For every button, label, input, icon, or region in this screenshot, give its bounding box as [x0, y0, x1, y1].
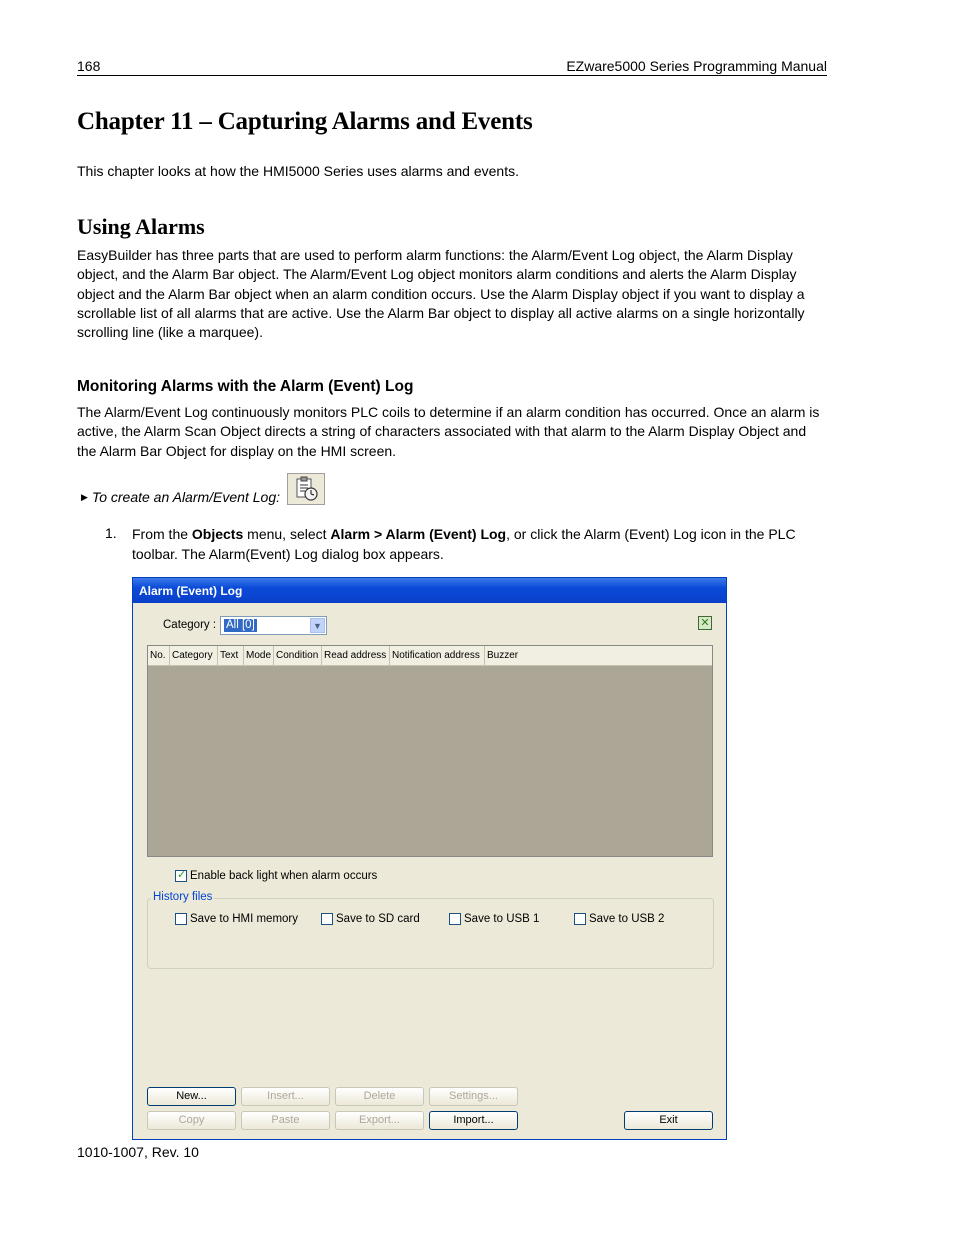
- insert-button[interactable]: Insert...: [241, 1087, 330, 1106]
- footer-doc-number: 1010-1007, Rev. 10: [77, 1144, 199, 1160]
- column-header[interactable]: Mode: [244, 646, 274, 666]
- settings-button[interactable]: Settings...: [429, 1087, 518, 1106]
- checkbox-checked-icon[interactable]: [175, 870, 187, 882]
- column-header[interactable]: Buzzer: [487, 650, 519, 661]
- table-header: [148, 646, 712, 666]
- column-header[interactable]: Read address: [322, 646, 390, 666]
- checkbox-icon[interactable]: [175, 913, 187, 925]
- header-rule: [77, 75, 827, 76]
- save-hmi-memory-checkbox[interactable]: Save to HMI memory: [175, 913, 298, 925]
- procedure-heading: [81, 489, 280, 505]
- excel-export-icon[interactable]: ✕: [698, 616, 712, 630]
- category-value: All [0]: [226, 619, 255, 631]
- save-sd-card-checkbox[interactable]: Save to SD card: [321, 913, 420, 925]
- paste-button[interactable]: Paste: [241, 1111, 330, 1130]
- chapter-title: Chapter 11 – Capturing Alarms and Events: [77, 108, 533, 135]
- copy-button[interactable]: Copy: [147, 1111, 236, 1130]
- step-number: 1.: [105, 525, 117, 541]
- triangle-bullet-icon: ▶: [81, 491, 88, 502]
- subsection-title: Monitoring Alarms with the Alarm (Event) Log: [77, 378, 414, 395]
- checkbox-icon[interactable]: [449, 913, 461, 925]
- alarm-event-log-dialog: [132, 577, 727, 1140]
- chevron-down-icon[interactable]: ▼: [310, 618, 325, 633]
- dialog-title-bar: Alarm (Event) Log: [133, 578, 726, 603]
- save-usb2-checkbox[interactable]: Save to USB 2: [574, 913, 664, 925]
- page-number: 168: [77, 58, 101, 74]
- checkbox-icon[interactable]: [321, 913, 333, 925]
- delete-button[interactable]: Delete: [335, 1087, 424, 1106]
- backlight-checkbox[interactable]: ✓ Enable back light when alarm occurs: [175, 870, 377, 882]
- new-button[interactable]: New...: [147, 1087, 236, 1106]
- column-header[interactable]: No.: [148, 646, 170, 666]
- step-text: From the Objects menu, select Alarm > Alarm (Event) Log, or click the Alarm (Event) Log icon in the PLC toolbar. The Alarm(Event) Log dialog box appears.: [132, 526, 796, 562]
- exit-button[interactable]: Exit: [624, 1111, 713, 1130]
- alarm-table[interactable]: [147, 645, 713, 857]
- column-header[interactable]: Text: [218, 646, 244, 666]
- checkbox-icon[interactable]: [574, 913, 586, 925]
- intro-text: This chapter looks at how the HMI5000 Series uses alarms and events.: [77, 163, 519, 179]
- import-button[interactable]: Import...: [429, 1111, 518, 1130]
- column-header[interactable]: Category: [170, 646, 218, 666]
- history-files-label: History files: [153, 891, 213, 903]
- export-button[interactable]: Export...: [335, 1111, 424, 1130]
- history-files-group: [147, 898, 714, 969]
- save-usb1-checkbox[interactable]: Save to USB 1: [449, 913, 539, 925]
- alarm-event-log-icon: [287, 473, 325, 505]
- section-title: Using Alarms: [77, 214, 205, 239]
- column-header[interactable]: Condition: [274, 646, 322, 666]
- procedure-text: To create an Alarm/Event Log:: [91, 489, 280, 505]
- column-header[interactable]: Notification address: [390, 646, 485, 666]
- manual-title: EZware5000 Series Programming Manual: [566, 58, 827, 74]
- section-paragraph: EasyBuilder has three parts that are used to perform alarm functions: the Alarm/Event Log object, the Alarm Display object, and the Alarm Bar object. The Alarm/Event Log object monitors alarm conditions and alerts the Alarm Display object and the Alarm Bar object when an alarm condition occurs. Use the Alarm Display object if you want to display a scrollable list of all alarms that are active. Use the Alarm Bar object to display all active alarms on a single horizontally scrolling line (like a marquee).: [77, 247, 805, 341]
- category-label: Category :: [163, 619, 217, 631]
- subsection-paragraph: The Alarm/Event Log continuously monitors PLC coils to determine if an alarm condition has occurred. Once an alarm is active, the Alarm Scan Object directs a string of characters associated with that alarm to the Alarm Display Object and the Alarm Bar Object for display on the HMI screen.: [77, 404, 820, 459]
- category-select[interactable]: [220, 616, 327, 635]
